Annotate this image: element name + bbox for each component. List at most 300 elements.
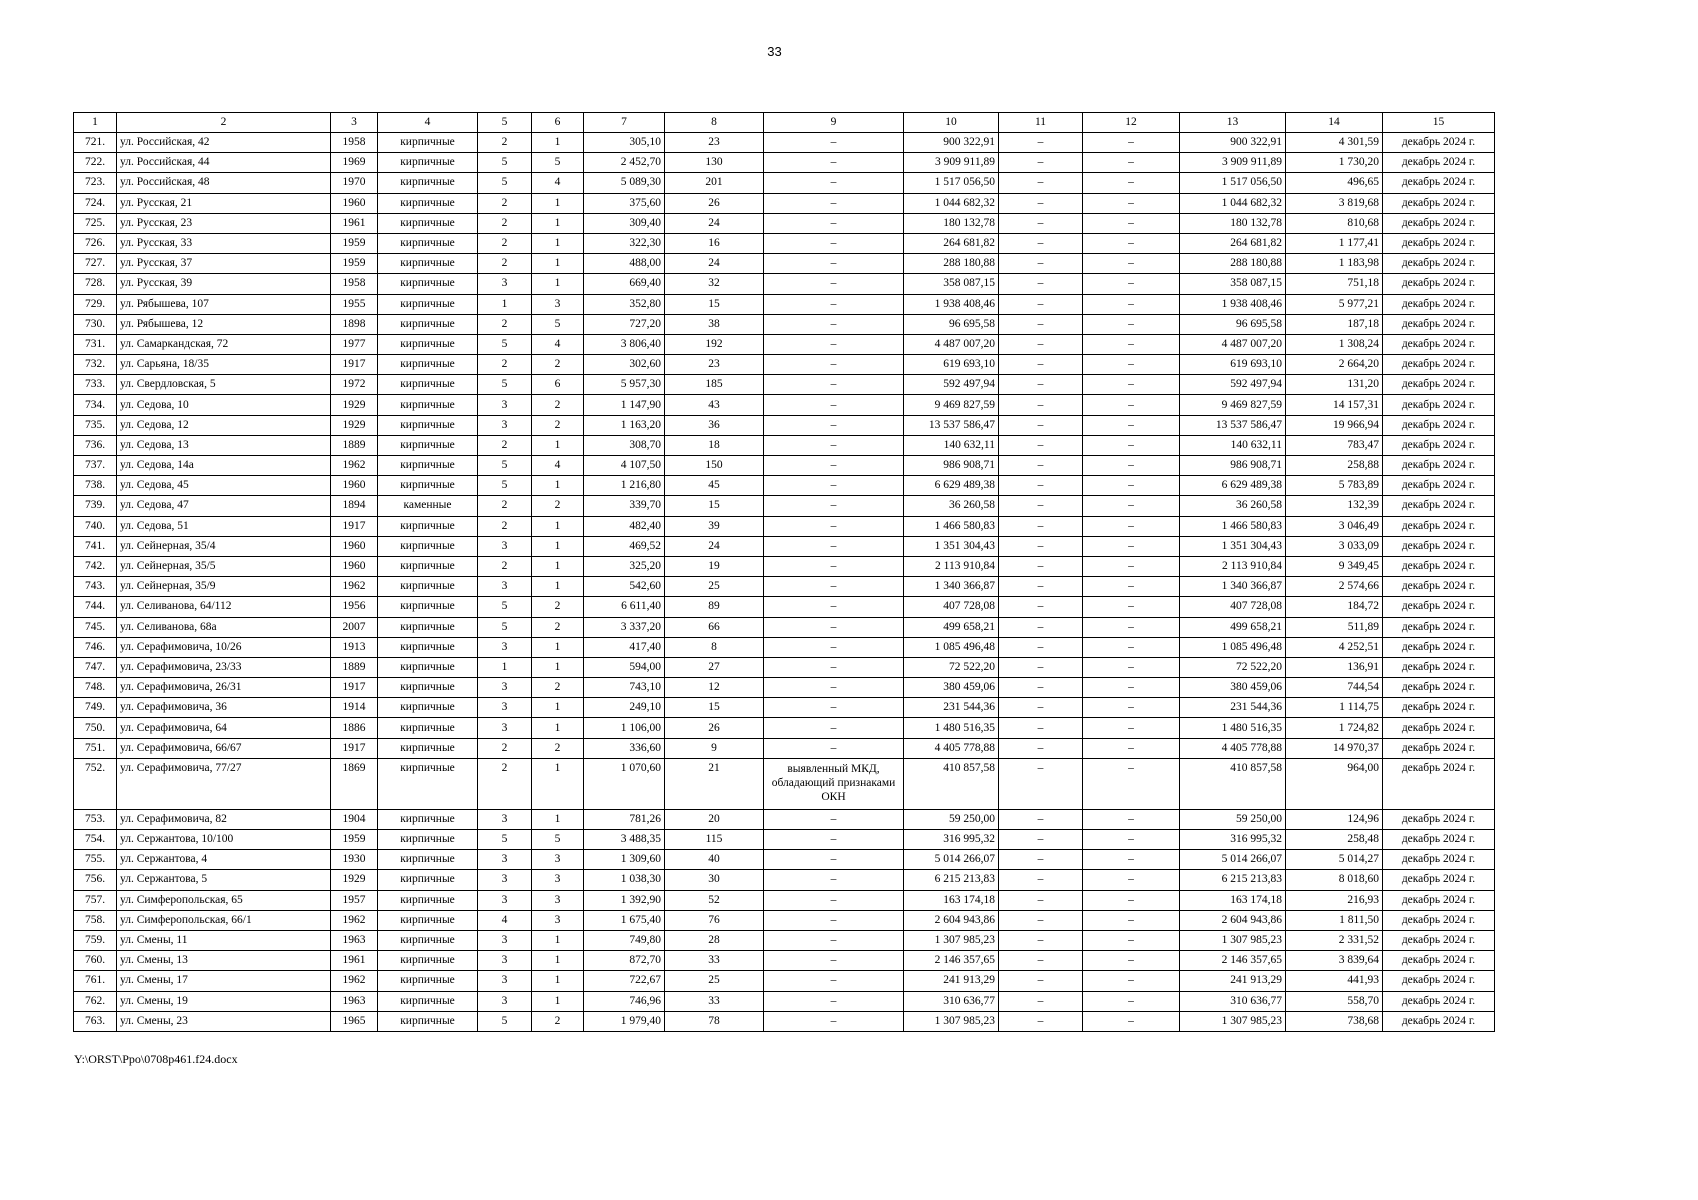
table-cell: 3: [532, 910, 584, 930]
table-cell: 5: [478, 375, 532, 395]
table-cell: –: [764, 637, 904, 657]
table-cell: каменные: [378, 496, 478, 516]
table-cell: кирпичные: [378, 213, 478, 233]
table-row: [74, 193, 1495, 213]
table-cell: 5: [478, 617, 532, 637]
table-cell: 241 913,29: [904, 971, 999, 991]
table-cell: кирпичные: [378, 809, 478, 829]
table-cell: 30: [665, 870, 764, 890]
table-cell: 3: [532, 850, 584, 870]
table-cell: –: [764, 173, 904, 193]
table-cell: 1977: [331, 334, 378, 354]
table-cell: 737.: [74, 456, 117, 476]
table-cell: 1 466 580,83: [904, 516, 999, 536]
table-cell: –: [1083, 890, 1180, 910]
table-row: [74, 274, 1495, 294]
table-cell: 258,88: [1286, 456, 1383, 476]
table-cell: декабрь 2024 г.: [1383, 577, 1495, 597]
table-cell: 1: [532, 213, 584, 233]
table-cell: –: [1083, 213, 1180, 233]
table-cell: –: [1083, 274, 1180, 294]
table-cell: 3: [478, 809, 532, 829]
table-cell: декабрь 2024 г.: [1383, 637, 1495, 657]
table-cell: –: [764, 597, 904, 617]
table-cell: 2 146 357,65: [1180, 951, 1286, 971]
table-cell: 1 044 682,32: [904, 193, 999, 213]
table-cell: 25: [665, 971, 764, 991]
table-cell: 511,89: [1286, 617, 1383, 637]
table-cell: 380 459,06: [1180, 678, 1286, 698]
table-cell: 592 497,94: [1180, 375, 1286, 395]
table-cell: –: [999, 698, 1083, 718]
table-row: [74, 930, 1495, 950]
table-cell: 3 033,09: [1286, 536, 1383, 556]
table-cell: 1: [532, 516, 584, 536]
table-cell: –: [1083, 597, 1180, 617]
table-cell: –: [764, 870, 904, 890]
table-cell: –: [764, 193, 904, 213]
table-cell: –: [764, 536, 904, 556]
table-cell: 734.: [74, 395, 117, 415]
table-cell: 380 459,06: [904, 678, 999, 698]
table-cell: –: [764, 890, 904, 910]
table-cell: 3: [478, 274, 532, 294]
table-cell: –: [1083, 496, 1180, 516]
table-cell: кирпичные: [378, 536, 478, 556]
table-cell: –: [999, 809, 1083, 829]
table-cell: 743,10: [584, 678, 665, 698]
table-cell: 499 658,21: [1180, 617, 1286, 637]
table-cell: 3 909 911,89: [1180, 153, 1286, 173]
table-cell: –: [1083, 698, 1180, 718]
table-cell: 743.: [74, 577, 117, 597]
table-cell: кирпичные: [378, 233, 478, 253]
table-cell: 2 664,20: [1286, 355, 1383, 375]
table-cell: 407 728,08: [904, 597, 999, 617]
table-cell: 21: [665, 758, 764, 809]
table-cell: 96 695,58: [1180, 314, 1286, 334]
table-cell: 150: [665, 456, 764, 476]
table-cell: кирпичные: [378, 617, 478, 637]
table-cell: –: [1083, 233, 1180, 253]
table-cell: –: [999, 930, 1083, 950]
table-cell: ул. Серафимовича, 23/33: [117, 657, 331, 677]
table-cell: 9 469 827,59: [904, 395, 999, 415]
table-cell: 1 351 304,43: [904, 536, 999, 556]
table-cell: ул. Серафимовича, 64: [117, 718, 331, 738]
table-cell: 1958: [331, 133, 378, 153]
table-cell: 185: [665, 375, 764, 395]
table-cell: 1913: [331, 637, 378, 657]
table-cell: 751,18: [1286, 274, 1383, 294]
table-cell: –: [1083, 678, 1180, 698]
table-cell: 1: [532, 991, 584, 1011]
table-cell: 1898: [331, 314, 378, 334]
table-cell: 216,93: [1286, 890, 1383, 910]
table-cell: –: [999, 951, 1083, 971]
table-cell: 20: [665, 809, 764, 829]
table-cell: 6 629 489,38: [1180, 476, 1286, 496]
table-cell: –: [764, 213, 904, 233]
table-cell: 6 629 489,38: [904, 476, 999, 496]
table-cell: 1: [532, 930, 584, 950]
table-cell: 1: [532, 476, 584, 496]
table-cell: 19 966,94: [1286, 415, 1383, 435]
table-cell: –: [999, 496, 1083, 516]
table-cell: 1: [532, 577, 584, 597]
table-cell: 5: [478, 456, 532, 476]
table-cell: 76: [665, 910, 764, 930]
table-cell: декабрь 2024 г.: [1383, 274, 1495, 294]
table-cell: 1 114,75: [1286, 698, 1383, 718]
table-cell: 2 113 910,84: [1180, 556, 1286, 576]
table-cell: 753.: [74, 809, 117, 829]
table-cell: декабрь 2024 г.: [1383, 850, 1495, 870]
table-row: [74, 435, 1495, 455]
table-cell: декабрь 2024 г.: [1383, 910, 1495, 930]
table-cell: кирпичные: [378, 738, 478, 758]
table-cell: –: [1083, 971, 1180, 991]
table-cell: 1965: [331, 1011, 378, 1031]
table-cell: 52: [665, 890, 764, 910]
table-cell: 1959: [331, 254, 378, 274]
table-cell: 336,60: [584, 738, 665, 758]
table-cell: декабрь 2024 г.: [1383, 930, 1495, 950]
table-cell: 746,96: [584, 991, 665, 1011]
table-cell: ул. Российская, 48: [117, 173, 331, 193]
table-cell: 728.: [74, 274, 117, 294]
table-cell: ул. Седова, 14а: [117, 456, 331, 476]
table-cell: 1 307 985,23: [1180, 930, 1286, 950]
table-cell: 2 604 943,86: [904, 910, 999, 930]
table-cell: 4 107,50: [584, 456, 665, 476]
table-row: [74, 496, 1495, 516]
housing-table-container: [73, 112, 1494, 1032]
table-cell: 755.: [74, 850, 117, 870]
table-cell: 1 147,90: [584, 395, 665, 415]
table-cell: –: [999, 254, 1083, 274]
table-cell: 619 693,10: [904, 355, 999, 375]
table-cell: 5 957,30: [584, 375, 665, 395]
table-cell: –: [1083, 334, 1180, 354]
column-header: 13: [1180, 113, 1286, 133]
table-cell: 3: [478, 971, 532, 991]
table-cell: 727.: [74, 254, 117, 274]
table-cell: 2 331,52: [1286, 930, 1383, 950]
table-cell: 1 480 516,35: [1180, 718, 1286, 738]
table-cell: 8 018,60: [1286, 870, 1383, 890]
table-cell: ул. Самаркандская, 72: [117, 334, 331, 354]
table-cell: 751.: [74, 738, 117, 758]
table-cell: кирпичные: [378, 476, 478, 496]
table-cell: 2: [532, 355, 584, 375]
table-cell: –: [1083, 718, 1180, 738]
table-cell: ул. Седова, 10: [117, 395, 331, 415]
table-cell: ул. Смены, 11: [117, 930, 331, 950]
table-cell: –: [764, 314, 904, 334]
table-row: [74, 809, 1495, 829]
table-cell: 375,60: [584, 193, 665, 213]
table-row: [74, 991, 1495, 1011]
table-cell: 1 340 366,87: [904, 577, 999, 597]
table-cell: 2: [478, 758, 532, 809]
table-cell: –: [764, 809, 904, 829]
table-cell: 39: [665, 516, 764, 536]
table-cell: 1962: [331, 910, 378, 930]
table-cell: ул. Сарьяна, 18/35: [117, 355, 331, 375]
table-row: [74, 951, 1495, 971]
table-cell: 6 215 213,83: [904, 870, 999, 890]
table-cell: –: [999, 1011, 1083, 1031]
table-cell: 16: [665, 233, 764, 253]
table-cell: 45: [665, 476, 764, 496]
column-header: 15: [1383, 113, 1495, 133]
table-cell: 2: [532, 395, 584, 415]
table-cell: кирпичные: [378, 193, 478, 213]
table-cell: ул. Серафимовича, 82: [117, 809, 331, 829]
table-cell: 1: [478, 657, 532, 677]
table-cell: 1929: [331, 415, 378, 435]
table-cell: кирпичные: [378, 870, 478, 890]
table-cell: –: [999, 476, 1083, 496]
table-cell: 3 046,49: [1286, 516, 1383, 536]
table-cell: 592 497,94: [904, 375, 999, 395]
table-cell: 986 908,71: [1180, 456, 1286, 476]
table-cell: 140 632,11: [1180, 435, 1286, 455]
table-cell: 1 038,30: [584, 870, 665, 890]
table-cell: 5: [478, 334, 532, 354]
table-cell: 763.: [74, 1011, 117, 1031]
table-cell: декабрь 2024 г.: [1383, 153, 1495, 173]
table-cell: ул. Серафимовича, 36: [117, 698, 331, 718]
table-cell: 1: [532, 435, 584, 455]
table-cell: декабрь 2024 г.: [1383, 496, 1495, 516]
table-cell: 1917: [331, 516, 378, 536]
column-header: 9: [764, 113, 904, 133]
table-cell: кирпичные: [378, 375, 478, 395]
table-cell: 5 977,21: [1286, 294, 1383, 314]
table-cell: 124,96: [1286, 809, 1383, 829]
table-row: [74, 870, 1495, 890]
table-cell: 1: [532, 133, 584, 153]
table-cell: 130: [665, 153, 764, 173]
table-row: [74, 577, 1495, 597]
table-cell: 725.: [74, 213, 117, 233]
table-cell: кирпичные: [378, 991, 478, 1011]
table-cell: 741.: [74, 536, 117, 556]
table-cell: 747.: [74, 657, 117, 677]
table-cell: 723.: [74, 173, 117, 193]
table-row: [74, 890, 1495, 910]
table-cell: 24: [665, 213, 764, 233]
table-cell: 1 106,00: [584, 718, 665, 738]
table-cell: 89: [665, 597, 764, 617]
table-cell: декабрь 2024 г.: [1383, 435, 1495, 455]
table-cell: кирпичные: [378, 556, 478, 576]
table-cell: 754.: [74, 830, 117, 850]
table-row: [74, 1011, 1495, 1031]
table-cell: 1960: [331, 193, 378, 213]
table-cell: 783,47: [1286, 435, 1383, 455]
table-cell: 721.: [74, 133, 117, 153]
table-row: [74, 971, 1495, 991]
table-cell: 180 132,78: [1180, 213, 1286, 233]
table-cell: –: [764, 274, 904, 294]
table-cell: 6 215 213,83: [1180, 870, 1286, 890]
table-cell: кирпичные: [378, 314, 478, 334]
table-cell: –: [764, 678, 904, 698]
table-cell: 231 544,36: [1180, 698, 1286, 718]
table-cell: кирпичные: [378, 971, 478, 991]
table-cell: 407 728,08: [1180, 597, 1286, 617]
table-cell: –: [1083, 415, 1180, 435]
table-cell: 1 308,24: [1286, 334, 1383, 354]
table-row: [74, 718, 1495, 738]
table-cell: 2: [478, 314, 532, 334]
table-cell: 1972: [331, 375, 378, 395]
table-cell: 733.: [74, 375, 117, 395]
table-cell: 3 909 911,89: [904, 153, 999, 173]
table-cell: 1869: [331, 758, 378, 809]
table-cell: 15: [665, 294, 764, 314]
table-body: [74, 133, 1495, 1032]
table-cell: 3: [478, 718, 532, 738]
table-row: [74, 536, 1495, 556]
table-cell: 762.: [74, 991, 117, 1011]
table-cell: 1 392,90: [584, 890, 665, 910]
table-cell: 2 452,70: [584, 153, 665, 173]
table-cell: 744,54: [1286, 678, 1383, 698]
table-cell: 358 087,15: [1180, 274, 1286, 294]
table-cell: 744.: [74, 597, 117, 617]
table-cell: 339,70: [584, 496, 665, 516]
table-cell: 739.: [74, 496, 117, 516]
table-cell: 26: [665, 193, 764, 213]
table-cell: –: [999, 516, 1083, 536]
table-cell: кирпичные: [378, 577, 478, 597]
table-cell: –: [999, 991, 1083, 1011]
table-cell: 1 938 408,46: [1180, 294, 1286, 314]
table-cell: 249,10: [584, 698, 665, 718]
table-cell: 738,68: [1286, 1011, 1383, 1031]
table-cell: 469,52: [584, 536, 665, 556]
table-cell: 1 044 682,32: [1180, 193, 1286, 213]
table-cell: 900 322,91: [904, 133, 999, 153]
table-cell: 96 695,58: [904, 314, 999, 334]
table-cell: декабрь 2024 г.: [1383, 830, 1495, 850]
table-cell: 740.: [74, 516, 117, 536]
table-cell: 1889: [331, 657, 378, 677]
table-cell: –: [1083, 637, 1180, 657]
table-cell: 3: [478, 395, 532, 415]
table-cell: 201: [665, 173, 764, 193]
table-cell: 1: [478, 294, 532, 314]
table-row: [74, 355, 1495, 375]
table-cell: декабрь 2024 г.: [1383, 133, 1495, 153]
table-cell: –: [764, 556, 904, 576]
table-cell: –: [1083, 657, 1180, 677]
table-row: [74, 617, 1495, 637]
table-cell: –: [999, 294, 1083, 314]
table-cell: 3: [478, 951, 532, 971]
table-cell: декабрь 2024 г.: [1383, 718, 1495, 738]
table-cell: 900 322,91: [1180, 133, 1286, 153]
table-cell: декабрь 2024 г.: [1383, 314, 1495, 334]
table-cell: ул. Сержантова, 5: [117, 870, 331, 890]
table-cell: кирпичные: [378, 678, 478, 698]
table-cell: –: [999, 395, 1083, 415]
table-cell: 5 014 266,07: [904, 850, 999, 870]
table-cell: декабрь 2024 г.: [1383, 415, 1495, 435]
table-cell: декабрь 2024 г.: [1383, 476, 1495, 496]
table-cell: декабрь 2024 г.: [1383, 1011, 1495, 1031]
table-cell: 2: [478, 193, 532, 213]
table-cell: –: [999, 577, 1083, 597]
table-cell: 3 806,40: [584, 334, 665, 354]
table-cell: 316 995,32: [904, 830, 999, 850]
table-cell: ул. Русская, 33: [117, 233, 331, 253]
column-header: 6: [532, 113, 584, 133]
table-cell: –: [999, 890, 1083, 910]
table-cell: 72 522,20: [1180, 657, 1286, 677]
table-cell: кирпичные: [378, 637, 478, 657]
table-cell: ул. Сейнерная, 35/9: [117, 577, 331, 597]
table-cell: 2 604 943,86: [1180, 910, 1286, 930]
table-cell: декабрь 2024 г.: [1383, 738, 1495, 758]
table-cell: 5: [532, 314, 584, 334]
table-cell: кирпичные: [378, 516, 478, 536]
table-cell: 1961: [331, 213, 378, 233]
table-cell: –: [764, 375, 904, 395]
table-cell: декабрь 2024 г.: [1383, 556, 1495, 576]
table-cell: декабрь 2024 г.: [1383, 698, 1495, 718]
table-cell: –: [1083, 435, 1180, 455]
table-cell: 3 488,35: [584, 830, 665, 850]
table-cell: –: [1083, 314, 1180, 334]
table-cell: 2: [478, 496, 532, 516]
table-cell: ул. Седова, 45: [117, 476, 331, 496]
table-cell: 1 724,82: [1286, 718, 1383, 738]
table-cell: –: [1083, 809, 1180, 829]
table-cell: ул. Рябышева, 12: [117, 314, 331, 334]
table-cell: 4 301,59: [1286, 133, 1383, 153]
table-cell: 24: [665, 536, 764, 556]
table-cell: 15: [665, 698, 764, 718]
table-cell: декабрь 2024 г.: [1383, 870, 1495, 890]
column-header: 12: [1083, 113, 1180, 133]
table-row: [74, 657, 1495, 677]
table-cell: 1: [532, 274, 584, 294]
table-cell: –: [764, 971, 904, 991]
table-cell: –: [764, 496, 904, 516]
table-cell: 749.: [74, 698, 117, 718]
table-cell: кирпичные: [378, 597, 478, 617]
table-cell: –: [999, 678, 1083, 698]
table-cell: декабрь 2024 г.: [1383, 890, 1495, 910]
table-cell: 1894: [331, 496, 378, 516]
table-cell: кирпичные: [378, 951, 478, 971]
table-cell: 619 693,10: [1180, 355, 1286, 375]
table-cell: ул. Русская, 39: [117, 274, 331, 294]
table-cell: кирпичные: [378, 395, 478, 415]
table-cell: 1 811,50: [1286, 910, 1383, 930]
table-cell: 1 730,20: [1286, 153, 1383, 173]
table-cell: 761.: [74, 971, 117, 991]
table-cell: 1930: [331, 850, 378, 870]
table-cell: 2: [532, 496, 584, 516]
table-cell: –: [764, 456, 904, 476]
table-cell: кирпичные: [378, 698, 478, 718]
